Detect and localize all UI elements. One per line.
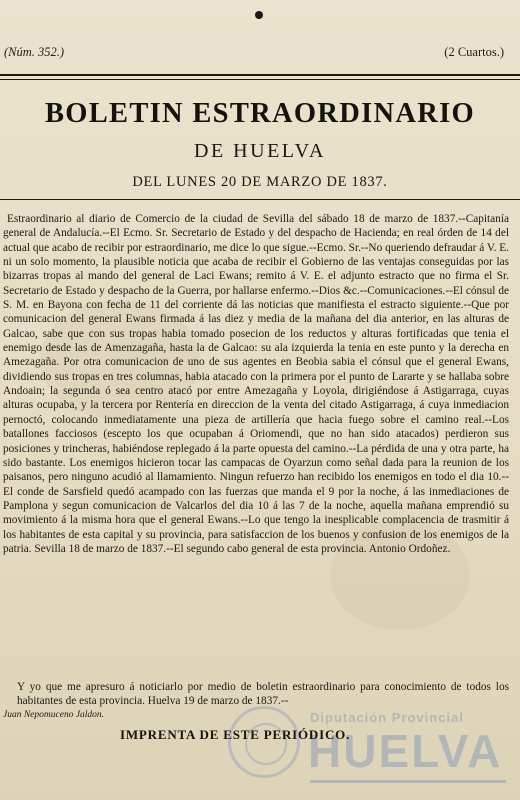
watermark-underline	[310, 780, 506, 783]
issue-number: (Núm. 352.)	[4, 45, 65, 59]
watermark-small-text: Diputación Provincial	[310, 710, 464, 725]
binding-hole-icon	[255, 11, 263, 19]
watermark-big-text: HUELVA	[308, 725, 503, 777]
masthead-rule-bottom	[0, 199, 520, 200]
article-paragraph: Estraordinario al diario de Comercio de la ciudad de Sevilla del sábado 18 de marzo de 1837.--Capitanía general de Andalucía.--El Ecmo. Sr. Secretario de Estado y del despacho de Hacienda; en real órden de 14 del actual que acabo de recibir por estraordinario, me dice lo que sigue.--Ecmo. Sr.--No queriendo defraudar á V. E. ni un solo momento, la plausible noticia que acaba de recibir el Gobierno de las ventajas conseguidas por las bizarras tropas al mando del general de Laci Ewans; remito á V. E. el adjunto estracto que no firma el Sr. Secretario de Estado y despacho de la Guerra, por hallarse enfermo.--Dios &c.--Comunicaciones.--El cónsul de S. M. en Bayona con fecha de 11 del corriente dá las noticias que manifiesta el estracto siguiente.--Que por comunicacion del general Ewans firmada á las diez y media de la mañana del dia anterior, en las alturas de Galcao, sabe que con sus tropas habia tomado posecion de los reductos y alturas fortificadas que tenia el enemigo desde las de Amenzagaña, hasta la de Galcao: su ala izquierda la tenia en este punto y la derecha en Amezagaña. Por otra comunicacion de uno de sus agentes en Beobia sabia el cónsul que el general Ewans, dividiendo sus tropas en tres columnas, habia atacado con la primera por el punto de Lararte y se hallaba sobre Andoain; la segunda ó sea centro atacó por entre Amezagaña y Loyola, dirigiéndose á Astigarraga, cuyas alturas ocupaba, y la tercera por Rentería en direccion de la venta del citado Astigarraga, á cuya inmediacion pernoctó, colocando inmediatamente una pieza de artillería que hacia fuego sobre el camino real.--Los batallones facciosos (escepto los que ocupaban á Oriomendi, que no han sido atacados) perdieron sus posiciones y trincheras, habiéndose replegado á la parte opuesta del camino.--La pérdida de una y otra parte, ha sido bastante. Los enemigos hicieron tocar las campacas de Oyarzun como señal dada para la reunion de los paisanos, pero ninguno acudió al llamamiento. Ningun refuerzo han recibido los enemigos en todo el dia 10.--El conde de Sarsfield quedó acampado con las fuerzas que manda el 9 por la noche, á las inmediaciones de Pamplona y segun comunicacion de Valcarlos del dia 10 á las 7 de la noche, aquella mañana emprendió su movimiento á la misma hora que el general Ewans.--Lo que tengo la inesplicable complacencia de trasmitir á los habitantes de esta capital y su provincia, para satisfaccion de los buenos y confusion de los enemigos de la patria. Sevilla 18 de marzo de 1837.--El segundo cabo general de esta provincia. Antonio Ordoñez.	[3, 213, 509, 555]
issue-price: (2 Cuartos.)	[444, 45, 504, 59]
article-body	[3, 212, 509, 556]
archive-watermark	[228, 700, 518, 800]
masthead-header-row	[0, 45, 520, 61]
printer-imprint: IMPRENTA DE ESTE PERIÓDICO.	[120, 727, 351, 742]
masthead-rule-thick	[0, 74, 520, 76]
masthead-rule-thin	[0, 79, 520, 80]
issue-date: DEL LUNES 20 DE MARZO DE 1837.	[132, 174, 388, 190]
newspaper-title: BOLETIN ESTRAORDINARIO	[44, 98, 476, 129]
newspaper-subtitle: DE HUELVA	[194, 140, 326, 162]
signature: Juan Nepomuceno Jaldon.	[3, 710, 105, 720]
closing-paragraph: Y yo que me apresuro á noticiarlo por medio de boletin estraordinario para conocimiento de todos los habitantes de esta provincia. Huelva 19 de marzo de 1837.--	[17, 681, 509, 708]
